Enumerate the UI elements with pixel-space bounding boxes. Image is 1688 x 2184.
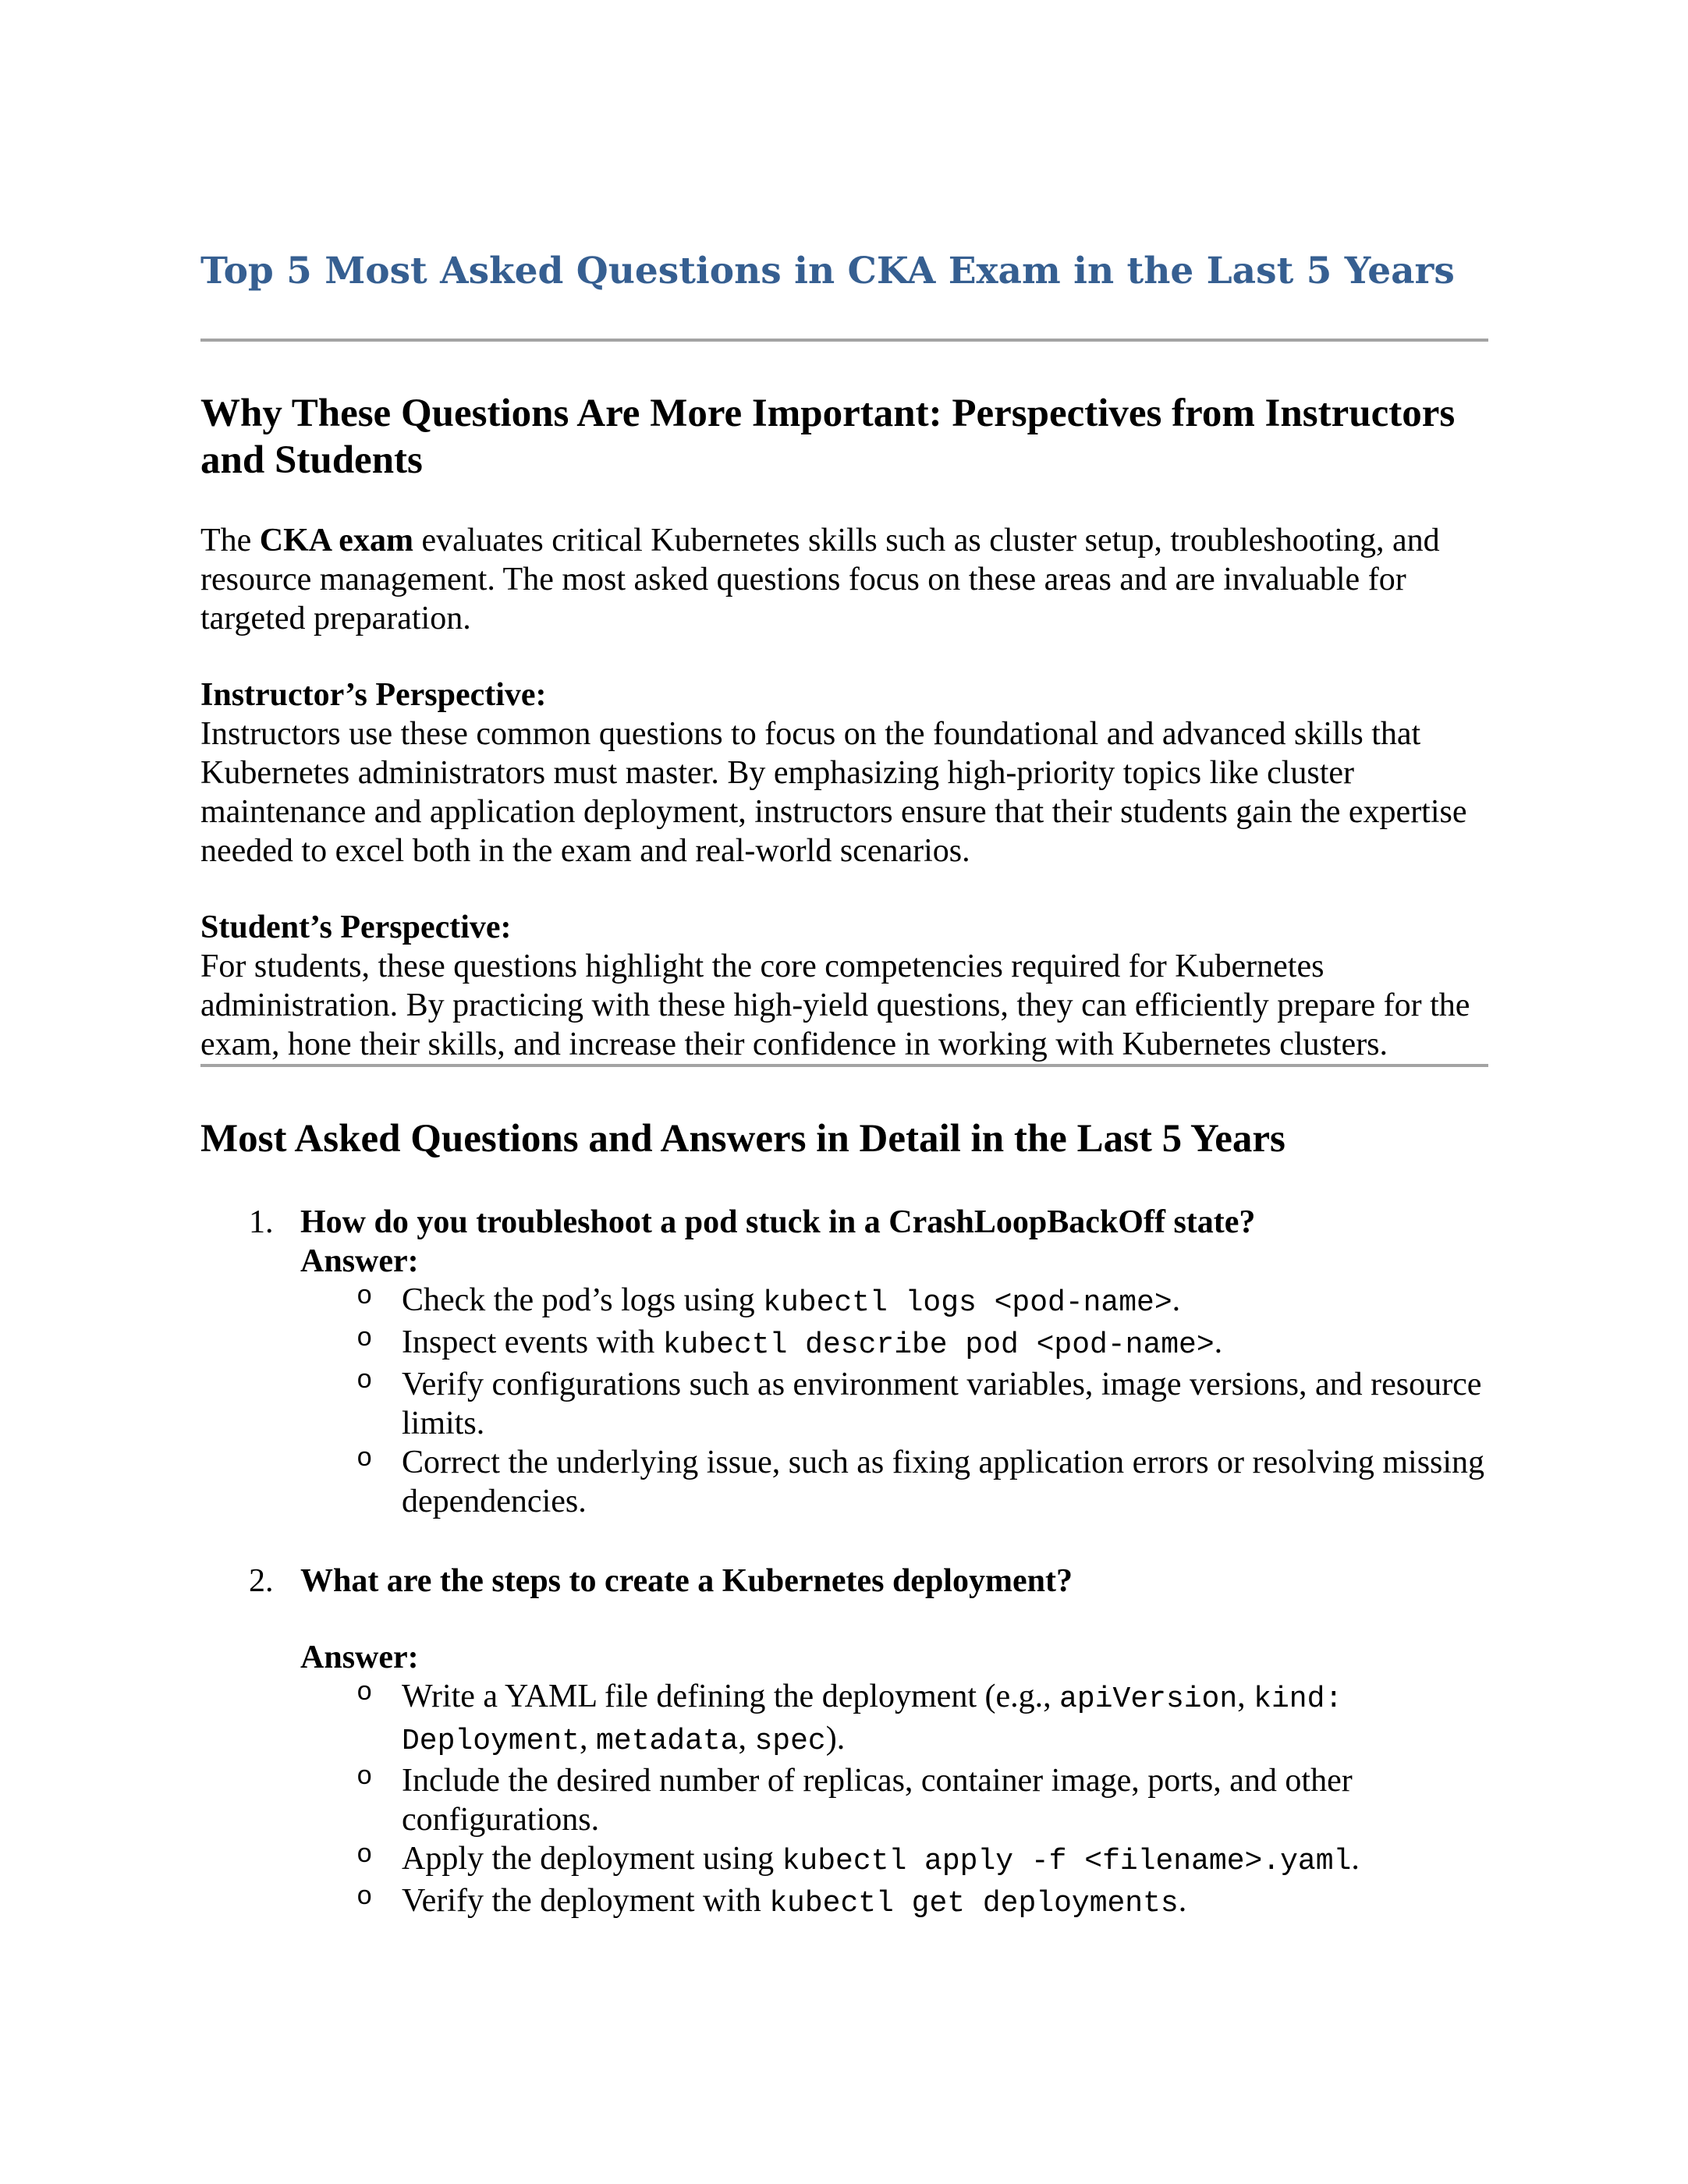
bullet-item	[200, 1761, 1488, 1839]
intro-text-prefix: The	[200, 523, 260, 558]
bullet-marker-icon: o	[356, 1282, 373, 1312]
bullet-text-segment: Inspect events with	[402, 1324, 663, 1360]
bullet-text	[402, 1367, 1481, 1441]
intro-text-rest: evaluates critical Kubernetes skills such as cluster setup, troubleshooting, and resource management. The most asked questions focus on these areas and are invaluable for targeted preparation.	[200, 523, 1440, 636]
divider-middle	[200, 1064, 1488, 1067]
question-text: What are the steps to create a Kubernetes deployment?	[300, 1563, 1073, 1599]
bullet-item	[200, 1881, 1488, 1923]
bullet-marker-icon: o	[356, 1841, 373, 1870]
bullet-text	[402, 1324, 1222, 1360]
bullet-text-segment: .	[1172, 1282, 1181, 1318]
bullet-marker-icon: o	[356, 1367, 373, 1396]
bullet-item	[200, 1365, 1488, 1443]
student-label: Student’s Perspective:	[200, 909, 512, 945]
bullet-item	[200, 1677, 1488, 1761]
instructor-label: Instructor’s Perspective:	[200, 677, 547, 713]
inline-code: kubectl apply -f <filename>.yaml	[782, 1845, 1352, 1878]
bullet-item	[200, 1839, 1488, 1881]
answer-label: Answer:	[300, 1640, 419, 1675]
instructor-paragraph: Instructors use these common questions to focus on the foundational and advanced skills that Kubernetes administrators must master. By emphasizing high-priority topics like cluster maintenance and application deployment, instructors ensure that their students gain the expertise needed to excel both in the exam and real-world scenarios.	[200, 716, 1467, 869]
bullet-marker-icon: o	[356, 1679, 373, 1708]
bullet-text	[402, 1883, 1186, 1919]
doc-title: Top 5 Most Asked Questions in CKA Exam in the Last 5 Years	[200, 250, 1455, 292]
question-number: 1.	[249, 1204, 274, 1240]
question-item-1	[200, 1203, 1488, 1521]
bullet-text-segment: Include the desired number of replicas, container image, ports, and other configurations.	[402, 1763, 1353, 1838]
inline-code: kind: Deployment	[402, 1682, 1343, 1758]
inline-code: kubectl get deployments	[769, 1887, 1179, 1920]
question-text: How do you troubleshoot a pod stuck in a CrashLoopBackOff state?	[300, 1204, 1256, 1240]
inline-code: metadata	[596, 1725, 739, 1758]
question-number: 2.	[249, 1563, 274, 1599]
bullet-text	[402, 1679, 1342, 1757]
bullet-item	[200, 1443, 1488, 1521]
inline-code: kubectl describe pod <pod-name>	[662, 1328, 1215, 1362]
bullet-text-segment: .	[1351, 1841, 1360, 1877]
bullet-text-segment: Write a YAML file defining the deployment (e.g.,	[402, 1679, 1060, 1714]
bullet-text-segment: ,	[738, 1721, 755, 1757]
bullet-text-segment: .	[1214, 1324, 1223, 1360]
bullet-text-segment: ,	[580, 1721, 597, 1757]
question-item-2	[200, 1562, 1488, 1923]
bullet-text	[402, 1445, 1484, 1519]
bullet-text-segment: .	[1178, 1883, 1187, 1919]
inline-code: kubectl logs <pod-name>	[763, 1286, 1172, 1320]
section-heading-qa: Most Asked Questions and Answers in Detail in the Last 5 Years	[200, 1117, 1286, 1161]
bullet-marker-icon: o	[356, 1883, 373, 1913]
bullet-marker-icon: o	[356, 1445, 373, 1474]
bullet-marker-icon: o	[356, 1324, 373, 1354]
intro-bold-term: CKA exam	[259, 523, 413, 558]
question-list	[200, 1203, 1488, 1923]
bullet-marker-icon: o	[356, 1763, 373, 1792]
question-line	[200, 1203, 1488, 1242]
answer-label: Answer:	[300, 1243, 419, 1279]
bullet-text	[402, 1841, 1360, 1877]
bullet-text-segment: Apply the deployment using	[402, 1841, 782, 1877]
divider-top	[200, 339, 1488, 342]
question-line	[200, 1562, 1488, 1601]
bullet-text	[402, 1282, 1180, 1318]
bullet-item	[200, 1323, 1488, 1365]
section-heading-why: Why These Questions Are More Important: Perspectives from Instructors and Students	[200, 392, 1456, 482]
bullet-text-segment: Check the pod’s logs using	[402, 1282, 764, 1318]
intro-paragraph	[200, 521, 1488, 638]
bullet-text	[402, 1763, 1353, 1838]
bullet-text-segment: ,	[1237, 1679, 1254, 1714]
bullet-text-segment: Correct the underlying issue, such as fixing application errors or resolving missing dependencies.	[402, 1445, 1485, 1519]
bullet-text-segment: Verify the deployment with	[402, 1883, 770, 1919]
bullet-item	[200, 1281, 1488, 1323]
bullet-text-segment: ).	[825, 1721, 846, 1757]
bullet-text-segment: Verify configurations such as environment variables, image versions, and resource limits.	[402, 1367, 1482, 1441]
student-paragraph: For students, these questions highlight the core competencies required for Kubernetes administration. By practicing with these high-yield questions, they can efficiently prepare for the exam, hone their skills, and increase their confidence in working with Kubernetes clusters.	[200, 948, 1470, 1062]
inline-code: apiVersion	[1059, 1682, 1238, 1716]
inline-code: spec	[754, 1725, 826, 1758]
